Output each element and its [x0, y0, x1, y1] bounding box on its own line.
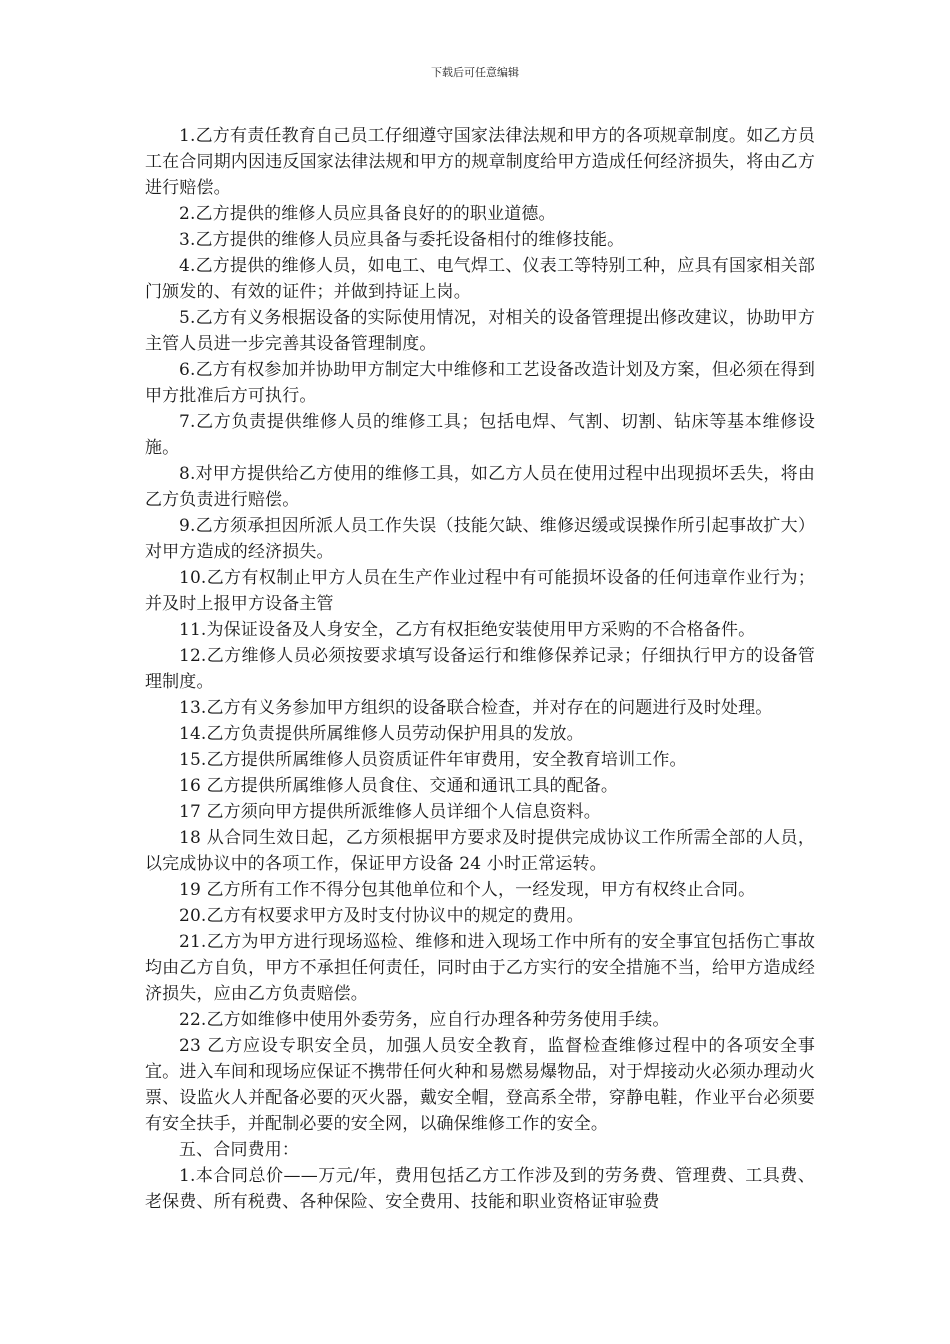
paragraph-item-20: 20.乙方有权要求甲方及时支付协议中的规定的费用。 [179, 906, 584, 926]
paragraph-item-11: 11.为保证设备及人身安全，乙方有权拒绝安装使用甲方采购的不合格备件。 [179, 620, 756, 640]
paragraph-item-22: 22.乙方如维修中使用外委劳务，应自行办理各种劳务使用手续。 [179, 1010, 670, 1030]
page-header: 下载后可任意编辑 [431, 66, 519, 79]
section-heading-fees: 五、合同费用： [179, 1140, 300, 1160]
paragraph-item-4: 4.乙方提供的维修人员，如电工、电气焊工、仪表工等特别工种，应具有国家相关部门颁发的、有效的证件；并做到持证上岗。 [145, 256, 815, 302]
paragraph-item-12: 12.乙方维修人员必须按要求填写设备运行和维修保养记录；仔细执行甲方的设备管理制度。 [145, 646, 815, 692]
paragraph-item-3: 3.乙方提供的维修人员应具备与委托设备相付的维修技能。 [179, 230, 625, 250]
paragraph-item-7: 7.乙方负责提供维修人员的维修工具；包括电焊、气割、切割、钻床等基本维修设施。 [145, 412, 815, 458]
paragraph-item-19: 19 乙方所有工作不得分包其他单位和个人，一经发现，甲方有权终止合同。 [179, 880, 756, 900]
paragraph-item-21: 21.乙方为甲方进行现场巡检、维修和进入现场工作中所有的安全事宜包括伤亡事故均由乙方自负，甲方不承担任何责任，同时由于乙方实行的安全措施不当，给甲方造成经济损失，应由乙方负责赔偿。 [145, 932, 815, 1004]
paragraph-item-16: 16 乙方提供所属维修人员食住、交通和通讯工具的配备。 [179, 776, 619, 796]
paragraph-item-2: 2.乙方提供的维修人员应具备良好的的职业道德。 [179, 204, 556, 224]
paragraph-item-23: 23 乙方应设专职安全员，加强人员安全教育，监督检查维修过程中的各项安全事宜。进入车间和现场应保证不携带任何火种和易燃易爆物品，对于焊接动火必须办理动火票、设监火人并配备必要的灭火器，戴安全帽，登高系全带，穿静电鞋，作业平台必须要有安全扶手，并配制必要的安全网，以确保维修工作的安全。 [145, 1036, 815, 1134]
paragraph-item-1: 1.乙方有责任教育自己员工仔细遵守国家法律法规和甲方的各项规章制度。如乙方员工在合同期内因违反国家法律法规和甲方的规章制度给甲方造成任何经济损失，将由乙方进行赔偿。 [145, 126, 815, 198]
paragraph-fee-1: 1.本合同总价——万元/年，费用包括乙方工作涉及到的劳务费、管理费、工具费、老保费、所有税费、各种保险、安全费用、技能和职业资格证审验费 [145, 1166, 815, 1212]
paragraph-item-6: 6.乙方有权参加并协助甲方制定大中维修和工艺设备改造计划及方案，但必须在得到甲方批准后方可执行。 [145, 360, 815, 406]
document-body [145, 123, 815, 1215]
paragraph-item-14: 14.乙方负责提供所属维修人员劳动保护用具的发放。 [179, 724, 584, 744]
paragraph-item-13: 13.乙方有义务参加甲方组织的设备联合检查，并对存在的问题进行及时处理。 [179, 698, 773, 718]
paragraph-item-17: 17 乙方须向甲方提供所派维修人员详细个人信息资料。 [179, 802, 601, 822]
paragraph-item-15: 15.乙方提供所属维修人员资质证件年审费用，安全教育培训工作。 [179, 750, 687, 770]
paragraph-item-5: 5.乙方有义务根据设备的实际使用情况，对相关的设备管理提出修改建议，协助甲方主管人员进一步完善其设备管理制度。 [145, 308, 815, 354]
paragraph-item-18: 18 从合同生效日起，乙方须根据甲方要求及时提供完成协议工作所需全部的人员，以完成协议中的各项工作，保证甲方设备 24 小时正常运转。 [145, 828, 815, 874]
paragraph-item-9: 9.乙方须承担因所派人员工作失误（技能欠缺、维修迟缓或误操作所引起事故扩大）对甲方造成的经济损失。 [145, 516, 815, 562]
paragraph-item-10: 10.乙方有权制止甲方人员在生产作业过程中有可能损坏设备的任何违章作业行为；并及时上报甲方设备主管 [145, 568, 815, 614]
paragraph-item-8: 8.对甲方提供给乙方使用的维修工具，如乙方人员在使用过程中出现损坏丢失，将由乙方负责进行赔偿。 [145, 464, 815, 510]
